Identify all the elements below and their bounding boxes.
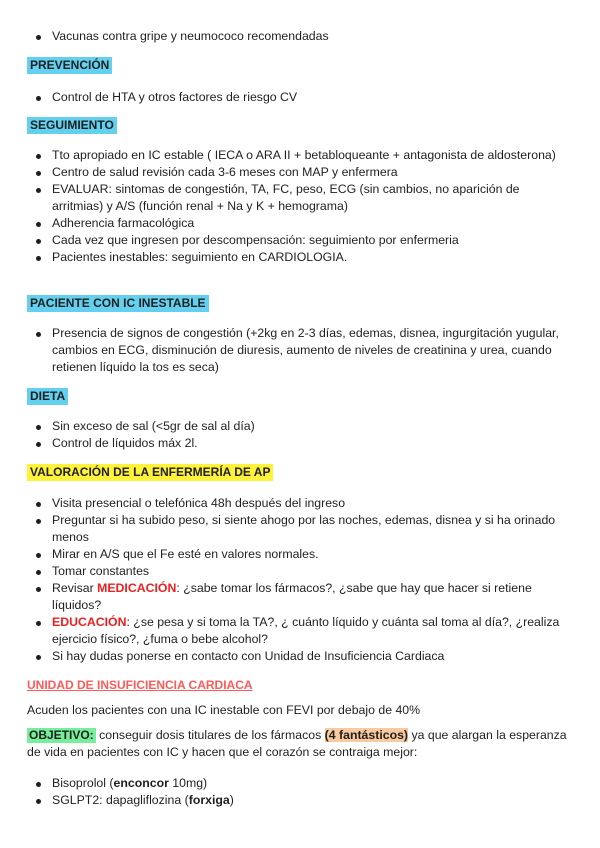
section-prevencion [27, 57, 572, 74]
drug-prefix: SGLPT2: dapagliflozina ( [52, 793, 189, 807]
section-heading: VALORACIÓN DE LA ENFERMERÍA DE AP [27, 464, 273, 481]
section-seguimiento [27, 117, 572, 134]
objetivo-text-1: conseguir dosis titulares de los fármacos [95, 728, 325, 742]
valoracion-list [27, 495, 572, 665]
medicacion-label: MEDICACIÓN [97, 581, 177, 595]
list-item: Mirar en A/S que el Fe esté en valores normales. [27, 546, 572, 563]
list-item: Visita presencial o telefónica 48h después del ingreso [27, 495, 572, 512]
list-item: EVALUAR: sintomas de congestión, TA, FC, peso, ECG (sin cambios, no aparición de arritmias) y A/S (función renal + Na y K + hemograma) [27, 181, 572, 215]
dieta-list [27, 418, 572, 452]
inestable-list [27, 325, 572, 376]
revisar-prefix: Revisar [52, 581, 98, 595]
list-item: Adherencia farmacológica [27, 215, 572, 232]
objetivo-label: OBJETIVO: [29, 728, 94, 742]
list-item: Sin exceso de sal (<5gr de sal al día) [27, 418, 572, 435]
section-heading: DIETA [27, 388, 68, 405]
list-item-medicacion [27, 580, 572, 614]
educacion-text: : ¿se pesa y si toma la TA?, ¿ cuánto líquido y cuánta sal toma al día?, ¿realiza ejercicio físico?, ¿fuma o bebe alcohol? [52, 615, 560, 646]
list-item: Tomar constantes [27, 563, 572, 580]
objetivo-text-2: ya que alargan la esperanza de vida en pacientes con IC y hacen que el corazón se contraiga mejor: [27, 728, 567, 759]
unidad-title: UNIDAD DE INSUFICIENCIA CARDIACA [27, 678, 253, 692]
section-valoracion [27, 464, 572, 481]
list-item-educacion [27, 614, 572, 648]
list-item: Presencia de signos de congestión (+2kg en 2-3 días, edemas, disnea, ingurgitación yugular, cambios en ECG, disminución de diuresis, aumento de niveles de creatinina y urea, cuando retienen líquido la tos es seca) [27, 325, 572, 376]
list-item: Preguntar si ha subido peso, si siente ahogo por las noches, edemas, disnea y si ha orinado menos [27, 512, 572, 546]
medicacion-text: : ¿sabe tomar los fármacos?, ¿sabe que hay que hacer si retiene líquidos? [52, 581, 532, 612]
list-item: Centro de salud revisión cada 3-6 meses con MAP y enfermera [27, 164, 572, 181]
drug-brand: forxiga [188, 793, 230, 807]
section-heading: SEGUIMIENTO [27, 117, 117, 134]
section-heading: PACIENTE CON IC INESTABLE [27, 295, 209, 312]
drug-suffix: 10mg) [168, 776, 208, 790]
list-item: Cada vez que ingresen por descompensación: seguimiento por enfermeria [27, 232, 572, 249]
list-item: Si hay dudas ponerse en contacto con Unidad de Insuficiencia Cardiaca [27, 648, 572, 665]
list-item: Tto apropiado en IC estable ( IECA o ARA II + betabloqueante + antagonista de aldosterona) [27, 147, 572, 164]
objetivo-paragraph [27, 727, 572, 761]
drug-item [27, 775, 572, 792]
drug-brand: enconcor [113, 776, 169, 790]
section-dieta [27, 388, 572, 405]
prevencion-list [27, 89, 572, 106]
objetivo-highlight: (4 fantásticos) [324, 728, 409, 742]
list-item: Pacientes inestables: seguimiento en CARDIOLOGIA. [27, 249, 572, 266]
vaccines-list [27, 28, 572, 45]
unidad-text: Acuden los pacientes con una IC inestable con FEVI por debajo de 40% [27, 703, 421, 717]
drug-item [27, 792, 572, 809]
list-item: Control de líquidos máx 2l. [27, 435, 572, 452]
educacion-label: EDUCACIÓN [52, 615, 127, 629]
drug-suffix: ) [229, 793, 234, 807]
drug-prefix: Bisoprolol ( [52, 776, 114, 790]
section-heading: PREVENCIÓN [27, 57, 112, 74]
section-inestable [27, 295, 572, 312]
seguimiento-list [27, 147, 572, 266]
section-unidad [27, 677, 572, 694]
drugs-list [27, 775, 572, 809]
list-item: Vacunas contra gripe y neumococo recomendadas [27, 28, 572, 45]
list-item: Control de HTA y otros factores de riesgo CV [27, 89, 572, 106]
